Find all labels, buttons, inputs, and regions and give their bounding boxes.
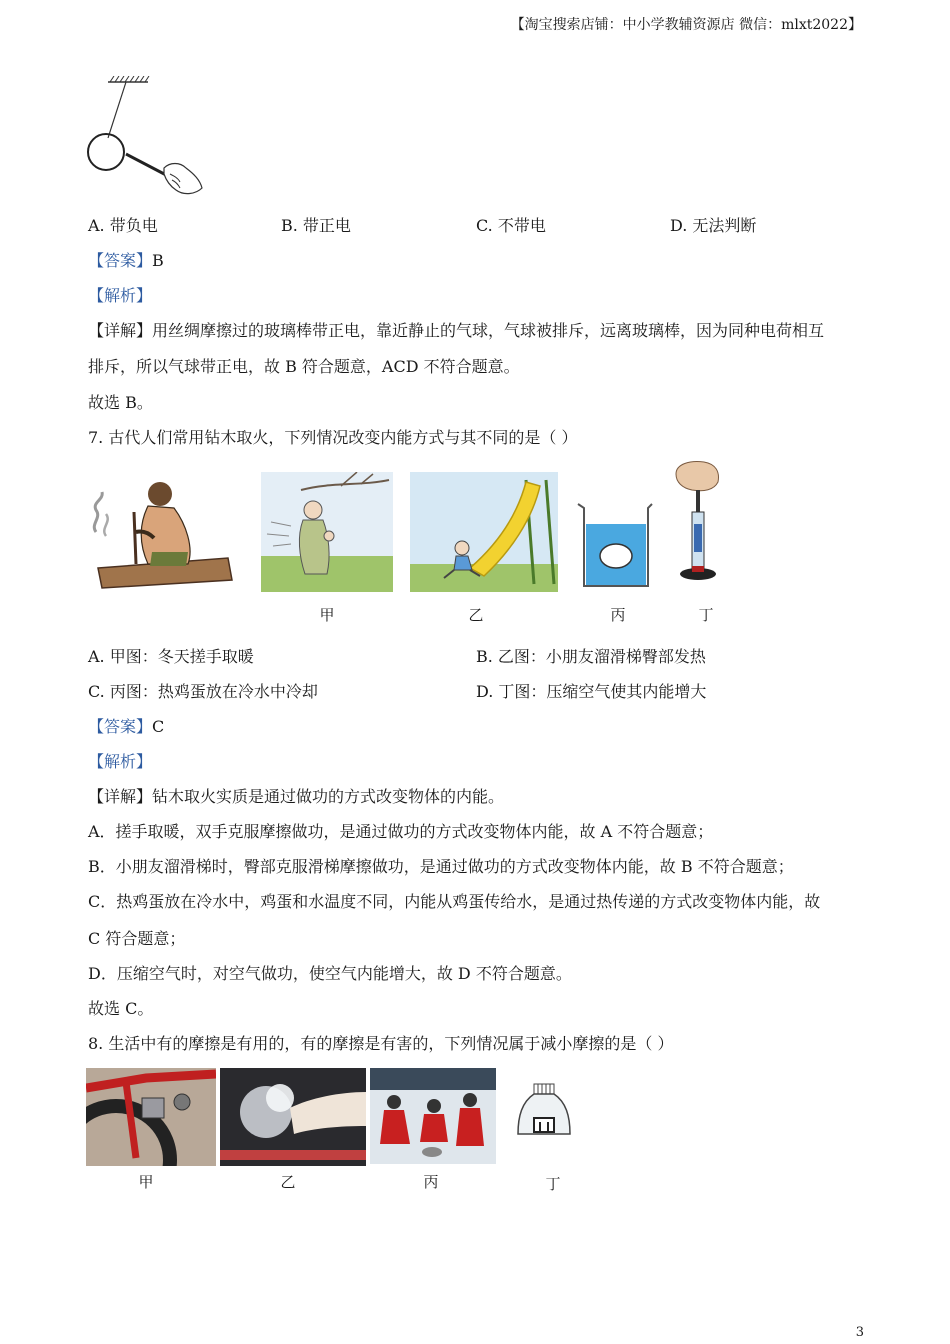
- answer-tag: 【答案】: [88, 717, 153, 736]
- q7-analysis-tag: 【解析】: [88, 752, 153, 771]
- q6-option-b: B. 带正电: [281, 216, 351, 235]
- q6-analysis-tag: 【解析】: [88, 286, 153, 305]
- page-number: 3: [855, 1325, 864, 1340]
- q7-stem: 7. 古代人们常用钻木取火，下列情况改变内能方式与其不同的是（ ）: [88, 428, 578, 447]
- q6-conclusion: 故选 B。: [88, 393, 153, 412]
- q6-option-c: C. 不带电: [476, 216, 546, 235]
- q7-line-a: A．搓手取暖，双手克服摩擦做功，是通过做功的方式改变物体内能，故 A 不符合题意；: [88, 822, 714, 841]
- q7-conclusion: 故选 C。: [88, 999, 154, 1018]
- q7-option-d: D. 丁图：压缩空气使其内能增大: [476, 682, 707, 701]
- bottle-cap-figure: [512, 1082, 576, 1144]
- q8-caption-bing: 丙: [423, 1173, 439, 1191]
- q7-caption-bing: 丙: [610, 606, 626, 624]
- q7-option-a: A. 甲图：冬天搓手取暖: [88, 647, 254, 666]
- q6-option-a: A. 带负电: [88, 216, 158, 235]
- beaker-egg-figure: [574, 500, 656, 592]
- air-compressor-figure: [668, 460, 724, 586]
- q8-stem: 8. 生活中有的摩擦是有用的，有的摩擦是有害的，下列情况属于减小摩擦的是（ ）: [88, 1034, 674, 1053]
- q7-caption-yi: 乙: [468, 606, 484, 624]
- q7-caption-jia: 甲: [319, 606, 335, 624]
- rubbing-hands-figure: [261, 472, 393, 592]
- q6-option-d: D. 无法判断: [670, 216, 757, 235]
- q7-option-c: C. 丙图：热鸡蛋放在冷水中冷却: [88, 682, 318, 701]
- q8-caption-ding: 丁: [545, 1175, 561, 1193]
- q7-line-d: D．压缩空气时，对空气做功，使空气内能增大，故 D 不符合题意。: [88, 964, 572, 983]
- bicycle-brake-photo: [86, 1068, 216, 1166]
- slide-figure: [410, 472, 558, 592]
- q7-line-c2: C 符合题意；: [88, 929, 186, 948]
- drill-wood-fire-figure: [88, 472, 236, 592]
- chalk-hands-photo: [220, 1068, 366, 1166]
- answer-tag: 【答案】: [88, 251, 153, 270]
- q7-answer: [88, 717, 164, 737]
- q6-detail-line2: 排斥，所以气球带正电，故 B 符合题意，ACD 不符合题意。: [88, 357, 520, 376]
- q6-detail-line1: 【详解】用丝绸摩擦过的玻璃棒带正电，靠近静止的气球，气球被排斥，远离玻璃棒，因为同种电荷相互: [88, 321, 825, 340]
- q7-line-b: B．小朋友溜滑梯时，臀部克服滑梯摩擦做功，是通过做功的方式改变物体内能，故 B 不符合题意；: [88, 857, 794, 876]
- q8-caption-jia: 甲: [138, 1173, 154, 1191]
- q7-detail: 【详解】钻木取火实质是通过做功的方式改变物体的内能。: [88, 787, 505, 806]
- answer-value: B: [152, 251, 164, 270]
- page-header: 【淘宝搜索店铺：中小学教辅资源店 微信：mlxt2022】: [510, 17, 862, 33]
- answer-value: C: [152, 717, 165, 736]
- q7-line-c1: C．热鸡蛋放在冷水中，鸡蛋和水温度不同，内能从鸡蛋传给水，是通过热传递的方式改变物体内能，故: [88, 892, 821, 911]
- q8-caption-yi: 乙: [280, 1173, 296, 1191]
- q7-caption-ding: 丁: [698, 606, 714, 624]
- balloon-rod-figure: [86, 76, 206, 198]
- q6-answer: [88, 251, 164, 271]
- q7-option-b: B. 乙图：小朋友溜滑梯臀部发热: [476, 647, 706, 666]
- curling-photo: [370, 1068, 496, 1164]
